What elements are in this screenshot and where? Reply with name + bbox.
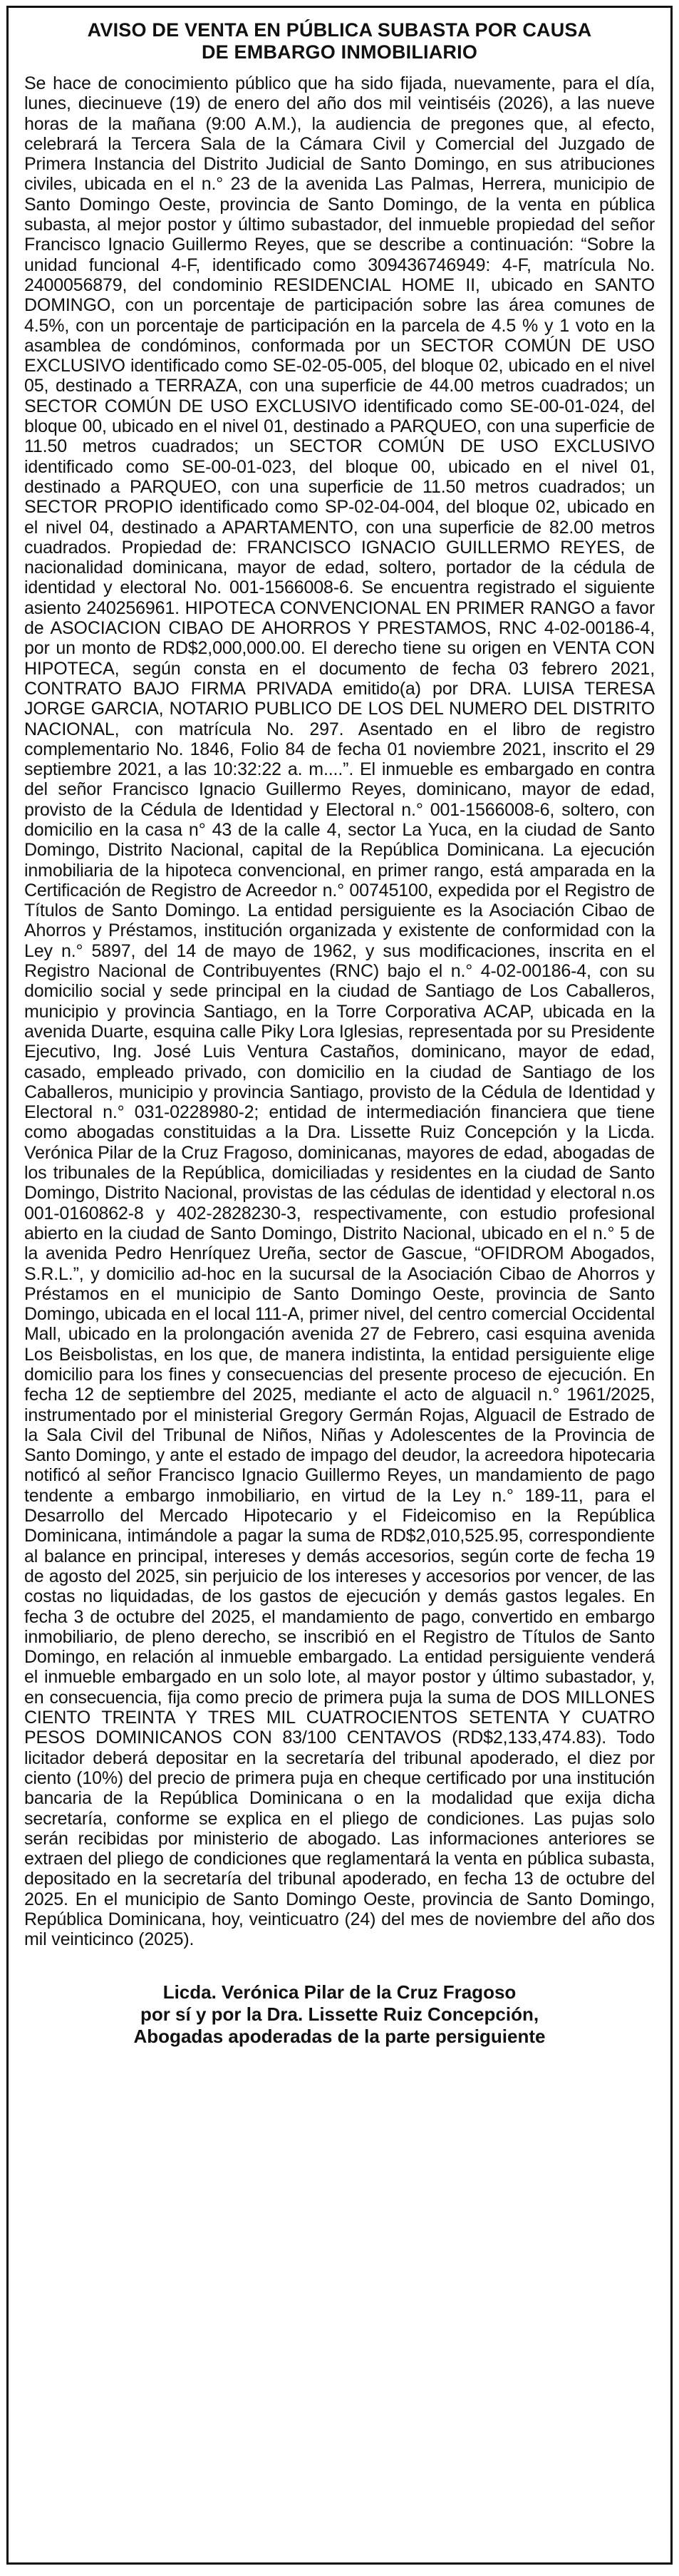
legal-notice [6, 6, 673, 2565]
signature-line-3: Abogadas apoderadas de la parte persiguiente [133, 2025, 546, 2047]
notice-title-line-2: DE EMBARGO INMOBILIARIO [201, 41, 478, 63]
notice-title-line-1: AVISO DE VENTA EN PÚBLICA SUBASTA POR CAUSA [87, 19, 592, 41]
signature-line-2: por sí y por la Dra. Lissette Ruiz Concepción, [140, 2003, 539, 2025]
notice-body: Se hace de conocimiento público que ha sido fijada, nuevamente, para el día, lunes, diecinueve (19) de enero del año dos mil veintiséis (2026), a las nueve horas de la mañana (9:00 A.M.), la audiencia de pregones que, al efecto, celebrará la Tercera Sala de la Cámara Civil y Comercial del Juzgado de Primera Instancia del Distrito Judicial de Santo Domingo, en sus atribuciones civiles, ubicada en el n.° 23 de la avenida Las Palmas, Herrera, municipio de Santo Domingo Oeste, provincia de Santo Domingo, de la venta en pública subasta, al mejor postor y último subastador, del inmueble propiedad del señor Francisco Ignacio Guillermo Reyes, que se describe a continuación: “Sobre la unidad funcional 4-F, identificado como 309436746949: 4-F, matrícula No. 2400056879, del condominio RESIDENCIAL HOME II, ubicado en SANTO DOMINGO, con un porcentaje de participación sobre las área comunes de 4.5%, con un porcentaje de participación en la parcela de 4.5 % y 1 voto en la asamblea de condóminos, conformada por un SECTOR COMÚN DE USO EXCLUSIVO identificado como SE-02-05-005, del bloque 02, ubicado en el nivel 05, destinado a TERRAZA, con una superficie de 44.00 metros cuadrados; un SECTOR COMÚN DE USO EXCLUSIVO identificado como SE-00-01-024, del bloque 00, ubicado en el nivel 01, destinado a PARQUEO, con una superficie de 11.50 metros cuadrados; un SECTOR COMÚN DE USO EXCLUSIVO identificado como SE-00-01-023, del bloque 00, ubicado en el nivel 01, destinado a PARQUEO, con una superficie de 11.50 metros cuadrados; un SECTOR PROPIO identificado como SP-02-04-004, del bloque 02, ubicado en el nivel 04, destinado a APARTAMENTO, con una superficie de 82.00 metros cuadrados. Propiedad de: FRANCISCO IGNACIO GUILLERMO REYES, de nacionalidad dominicana, mayor de edad, soltero, portador de la cédula de identidad y electoral No. 001-1566008-6. Se encuentra registrado el siguiente asiento 240256961. HIPOTECA CONVENCIONAL EN PRIMER RANGO a favor de ASOCIACION CIBAO DE AHORROS Y PRESTAMOS, RNC 4-02-00186-4, por un monto de RD$2,000,000.00. El derecho tiene su origen en VENTA CON HIPOTECA, según consta en el documento de fecha 03 febrero 2021, CONTRATO BAJO FIRMA PRIVADA emitido(a) por DRA. LUISA TERESA JORGE GARCIA, NOTARIO PUBLICO DE LOS DEL NUMERO DEL DISTRITO NACIONAL, con matrícula No. 297. Asentado en el libro de registro complementario No. 1846, Folio 84 de fecha 01 noviembre 2021, inscrito el 29 septiembre 2021, a las 10:32:22 a. m....”. El inmueble es embargado en contra del señor Francisco Ignacio Guillermo Reyes, dominicano, mayor de edad, provisto de la Cédula de Identidad y Electoral n.° 001-1566008-6, soltero, con domicilio en la casa n° 43 de la calle 4, sector La Yuca, en la ciudad de Santo Domingo, Distrito Nacional, capital de la República Dominicana. La ejecución inmobiliaria de la hipoteca convencional, en primer rango, está amparada en la Certificación de Registro de Acreedor n.° 00745100, expedida por el Registro de Títulos de Santo Domingo. La entidad persiguiente es la Asociación Cibao de Ahorros y Préstamos, institución organizada y existente de conformidad con la Ley n.° 5897, del 14 de mayo de 1962, y sus modificaciones, inscrita en el Registro Nacional de Contribuyentes (RNC) bajo el n.° 4-02-00186-4, con su domicilio social y sede principal en la ciudad de Santiago de Los Caballeros, municipio y provincia Santiago, en la Torre Corporativa ACAP, ubicada en la avenida Duarte, esquina calle Piky Lora Iglesias, representada por su Presidente Ejecutivo, Ing. José Luis Ventura Castaños, dominicano, mayor de edad, casado, empleado privado, con domicilio en la ciudad de Santiago de los Caballeros, municipio y provincia Santiago, provisto de la Cédula de Identidad y Electoral n.° 031-0228980-2; entidad de intermediación financiera que tiene como abogadas constituidas a la Dra. Lissette Ruiz Concepción y la Licda. Verónica Pilar de la Cruz Fragoso, dominicanas, mayores de edad, abogadas de los tribunales de la República, domiciliadas y residentes en la ciudad de Santo Domingo, Distrito Nacional, provistas de las cédulas de identidad y electoral n.os 001-0160862-8 y 402-2828230-3, respectivamente, con estudio profesional abierto en la ciudad de Santo Domingo, Distrito Nacional, ubicado en el n.° 5 de la avenida Pedro Henríquez Ureña, sector de Gascue, “OFIDROM Abogados, S.R.L.”, y domicilio ad-hoc en la sucursal de la Asociación Cibao de Ahorros y Préstamos en el municipio de Santo Domingo Oeste, provincia de Santo Domingo, ubicada en el local 111-A, primer nivel, del centro comercial Occidental Mall, ubicado en la prolongación avenida 27 de Febrero, casi esquina avenida Los Beisbolistas, en los que, de manera indistinta, la entidad persiguiente elige domicilio para los fines y consecuencias del presente proceso de ejecución. En fecha 12 de septiembre del 2025, mediante el acto de alguacil n.° 1961/2025, instrumentado por el ministerial Gregory Germán Rojas, Alguacil de Estrado de la Sala Civil del Tribunal de Niños, Niñas y Adolescentes de la Provincia de Santo Domingo, y ante el estado de impago del deudor, la acreedora hipotecaria notificó al señor Francisco Ignacio Guillermo Reyes, un mandamiento de pago tendente a embargo inmobiliario, en virtud de la Ley n.° 189-11, para el Desarrollo del Mercado Hipotecario y el Fideicomiso en la República Dominicana, intimándole a pagar la suma de RD$2,010,525.95, correspondiente al balance en principal, intereses y demás accesorios, según corte de fecha 19 de agosto del 2025, sin perjuicio de los intereses y accesorios por vencer, de las costas no liquidadas, de los gastos de ejecución y demás gastos legales. En fecha 3 de octubre del 2025, el mandamiento de pago, convertido en embargo inmobiliario, de pleno derecho, se inscribió en el Registro de Títulos de Santo Domingo, en relación al inmueble embargado. La entidad persiguiente venderá el inmueble embargado en un solo lote, al mayor postor y último subastador, y, en consecuencia, fija como precio de primera puja la suma de DOS MILLONES CIENTO TREINTA Y TRES MIL CUATROCIENTOS SETENTA Y CUATRO PESOS DOMINICANOS CON 83/100 CENTAVOS (RD$2,133,474.83). Todo licitador deberá depositar en la secretaría del tribunal apoderado, el diez por ciento (10%) del precio de primera puja en cheque certificado por una institución bancaria de la República Dominicana o en la modalidad que exija dicha secretaría, conforme se explica en el pliego de condiciones. Las pujas solo serán recibidas por ministerio de abogado. Las informaciones anteriores se extraen del pliego de condiciones que reglamentará la venta en pública subasta, depositado en la secretaría del tribunal apoderado, en fecha 13 de octubre del 2025. En el municipio de Santo Domingo Oeste, provincia de Santo Domingo, República Dominicana, hoy, veinticuatro (24) del mes de noviembre del año dos mil veinticinco (2025). [24, 73, 655, 1950]
notice-title [24, 19, 655, 63]
signature-block [24, 1981, 655, 2048]
signature-line-1: Licda. Verónica Pilar de la Cruz Fragoso [162, 1981, 517, 2003]
